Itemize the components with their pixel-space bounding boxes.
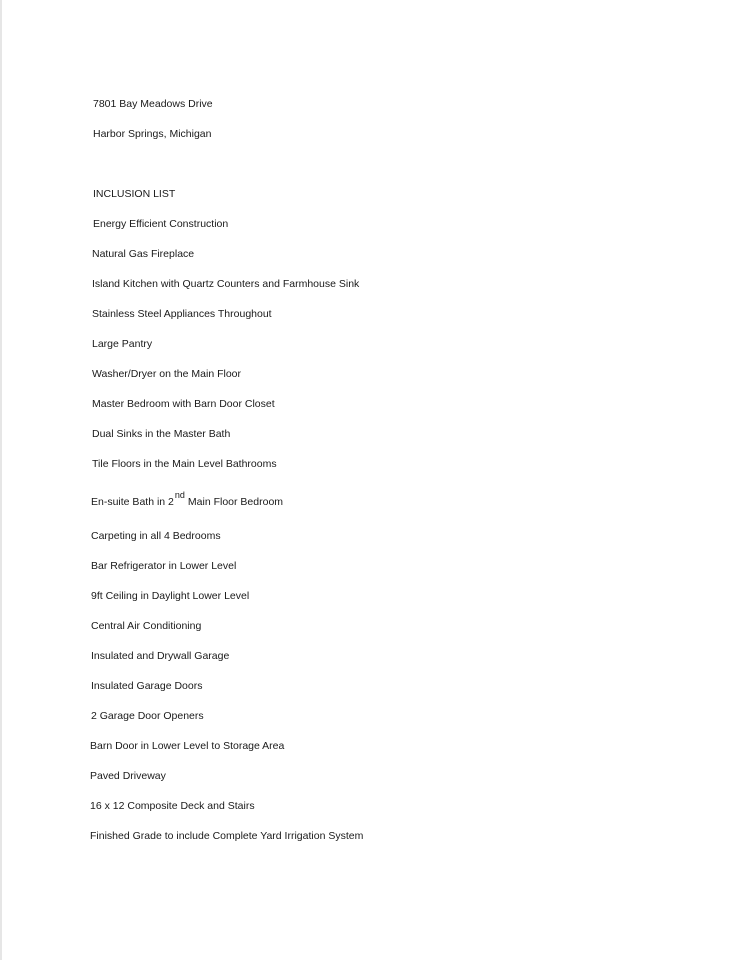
list-item: Bar Refrigerator in Lower Level bbox=[91, 560, 237, 572]
ensuite-text-after: Main Floor Bedroom bbox=[187, 496, 284, 508]
list-item: Washer/Dryer on the Main Floor bbox=[92, 368, 241, 380]
list-item: 9ft Ceiling in Daylight Lower Level bbox=[91, 590, 250, 602]
list-item: Master Bedroom with Barn Door Closet bbox=[92, 398, 275, 410]
list-item-ensuite bbox=[91, 490, 284, 509]
list-item: Natural Gas Fireplace bbox=[92, 248, 195, 260]
list-item: Insulated Garage Doors bbox=[91, 680, 203, 692]
list-item: Central Air Conditioning bbox=[91, 620, 202, 632]
list-item: Finished Grade to include Complete Yard Irrigation System bbox=[90, 830, 364, 842]
list-item: Carpeting in all 4 Bedrooms bbox=[91, 530, 221, 542]
list-item: 2 Garage Door Openers bbox=[91, 710, 204, 722]
list-item: Paved Driveway bbox=[90, 770, 166, 782]
list-item: Insulated and Drywall Garage bbox=[91, 650, 230, 662]
list-item: Stainless Steel Appliances Throughout bbox=[92, 308, 272, 320]
address-city-state: Harbor Springs, Michigan bbox=[93, 128, 212, 140]
ensuite-text-before: En-suite Bath in 2 bbox=[91, 496, 174, 508]
list-item: Island Kitchen with Quartz Counters and Farmhouse Sink bbox=[92, 278, 360, 290]
list-item: Barn Door in Lower Level to Storage Area bbox=[90, 740, 285, 752]
list-item: Tile Floors in the Main Level Bathrooms bbox=[92, 458, 277, 470]
ordinal-superscript: nd bbox=[174, 490, 185, 500]
address-street: 7801 Bay Meadows Drive bbox=[93, 98, 213, 110]
list-item: Dual Sinks in the Master Bath bbox=[92, 428, 231, 440]
list-item: 16 x 12 Composite Deck and Stairs bbox=[90, 800, 255, 812]
list-item: Large Pantry bbox=[92, 338, 153, 350]
inclusion-list-heading: INCLUSION LIST bbox=[93, 188, 176, 200]
list-item: Energy Efficient Construction bbox=[93, 218, 229, 230]
